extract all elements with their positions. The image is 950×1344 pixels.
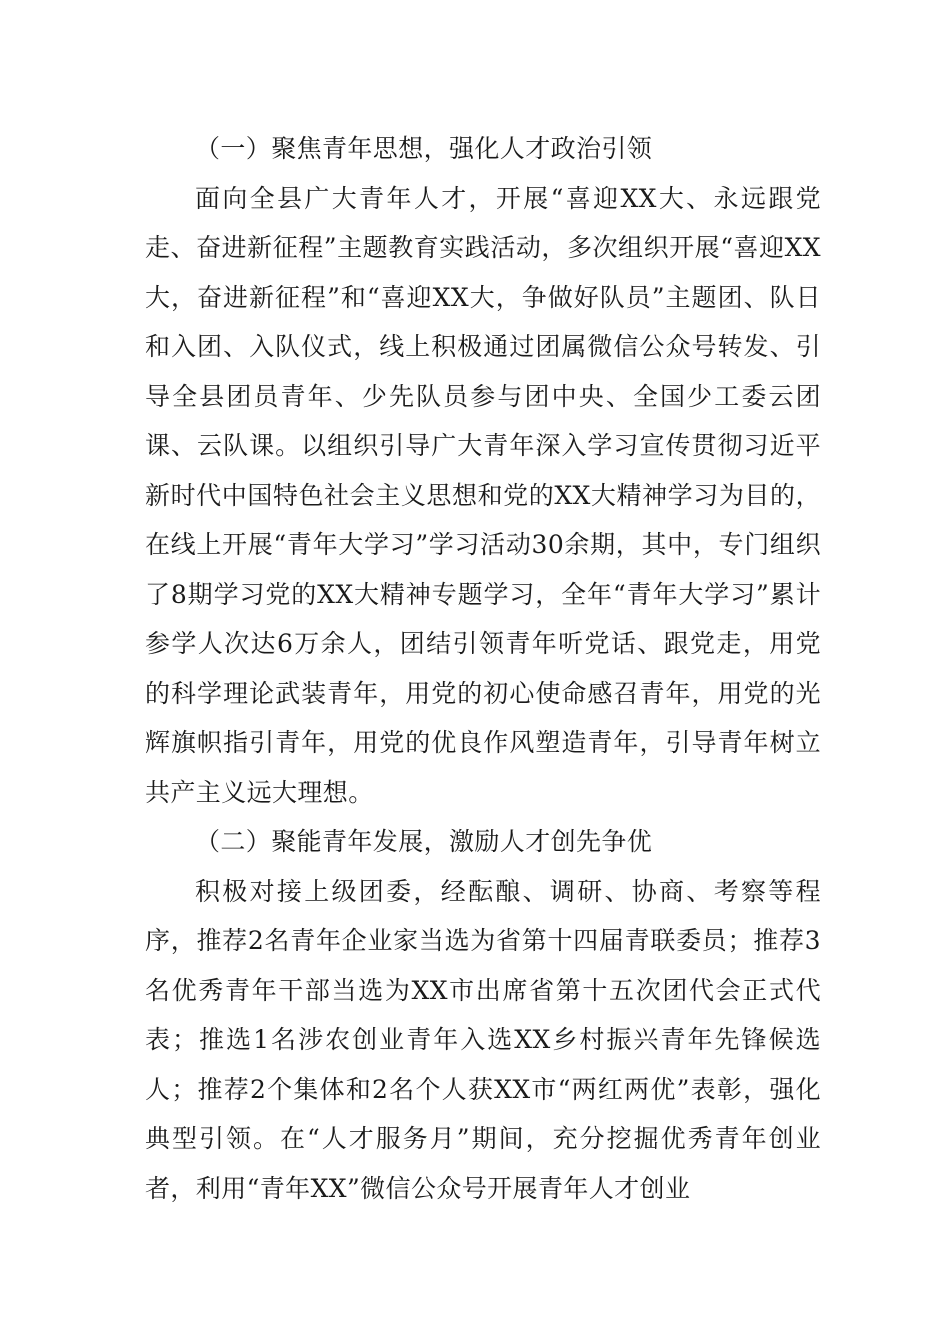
section-1-paragraph: 面向全县广大青年人才，开展“喜迎XX大、永远跟党走、奋进新征程”主题教育实践活动，多次组织开展“喜迎XX大，奋进新征程”和“喜迎XX大，争做好队员”主题团、队日和入团、入队仪式，线上积极通过团属微信公众号转发、引导全县团员青年、少先队员参与团中央、全国少工委云团课、云队课。以组织引导广大青年深入学习宣传贯彻习近平新时代中国特色社会主义思想和党的XX大精神学习为目的，在线上开展“青年大学习”学习活动30余期，其中，专门组织了8期学习党的XX大精神专题学习，全年“青年大学习”累计参学人次达6万余人，团结引领青年听党话、跟党走，用党的科学理论武装青年，用党的初心使命感召青年，用党的光辉旗帜指引青年，用党的优良作风塑造青年，引导青年树立共产主义远大理想。 <box>145 183 821 807</box>
section-2-paragraph: 积极对接上级团委，经酝酿、调研、协商、考察等程序，推荐2名青年企业家当选为省第十四届青联委员；推荐3名优秀青年干部当选为XX市出席省第十五次团代会正式代表；推选1名涉农创业青年入选XX乡村振兴青年先锋候选人；推荐2个集体和2名个人获XX市“两红两优”表彰，强化典型引领。在“人才服务月”期间，充分挖掘优秀青年创业者，利用“青年XX”微信公众号开展青年人才创业 <box>145 876 821 1203</box>
section-1-heading: （一）聚焦青年思想，强化人才政治引领 <box>195 134 653 163</box>
section-2-heading: （二）聚能青年发展，激励人才创先争优 <box>195 827 653 856</box>
document-body <box>145 124 821 1213</box>
